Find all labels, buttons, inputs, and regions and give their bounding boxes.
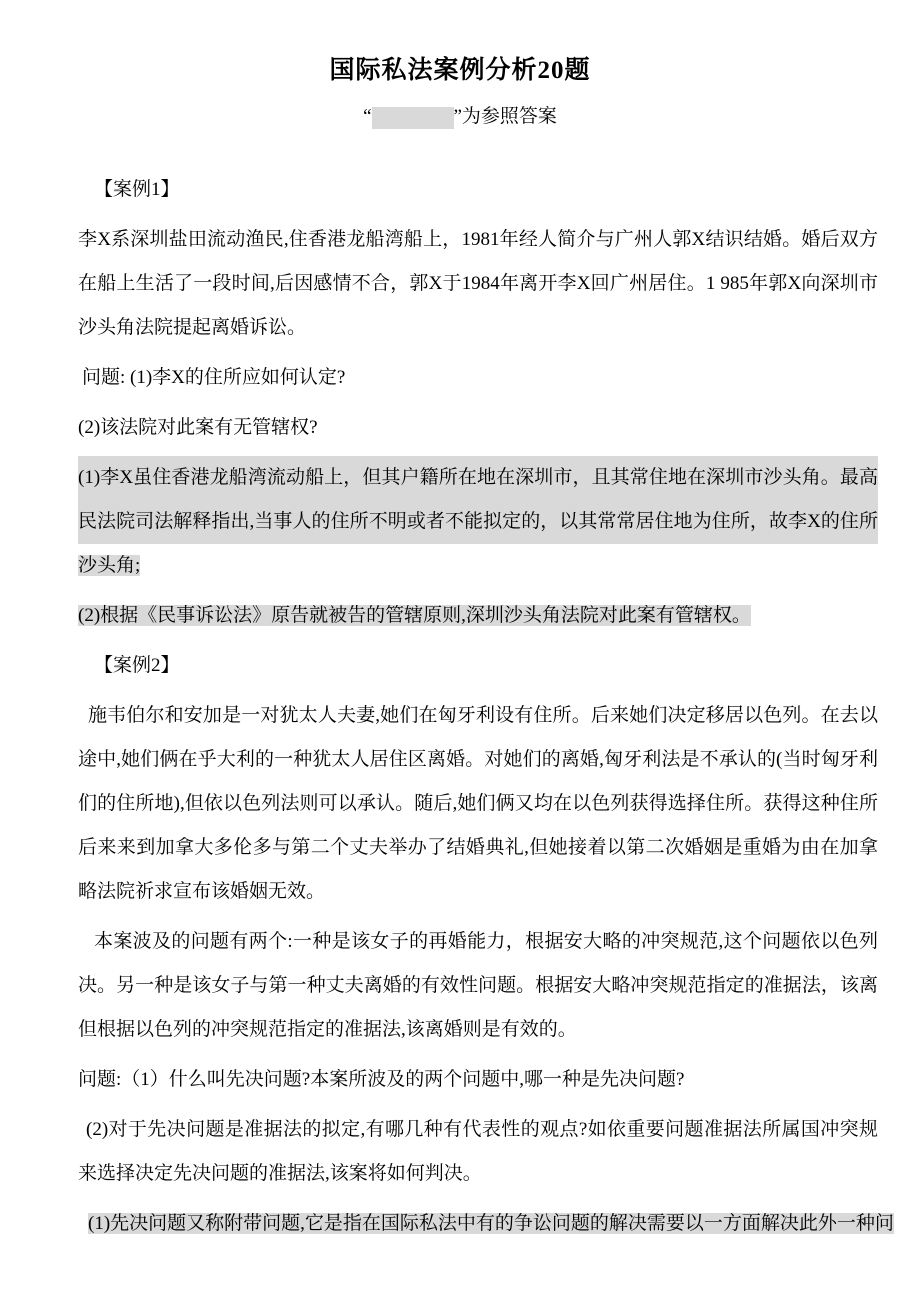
paragraph <box>78 218 878 350</box>
subtitle-open-quote: “ <box>363 106 372 127</box>
paragraph <box>78 1058 878 1102</box>
text-line <box>78 500 878 544</box>
line-text: 决。另一种是该女子与第一种丈夫离婚的有效性问题。根据安大略冲突规范指定的准据法，该离 <box>78 975 878 996</box>
text-line <box>78 1202 894 1246</box>
text-line <box>78 1152 878 1196</box>
line-text: 【案例2】 <box>94 655 180 676</box>
line-text: 民法院司法解释指出,当事人的住所不明或者不能拟定的，以其常常居住地为住所，故李X的住所 <box>78 500 878 544</box>
line-text: 在船上生活了一段时间,后因感情不合，郭X于1984年离开李X回广州居住。1 985年郭X向深圳市 <box>78 273 878 294</box>
text-line <box>78 694 878 738</box>
line-text: (2)根据《民事诉讼法》原告就被告的管辖原则,深圳沙头角法院对此案有管辖权。 <box>78 605 751 626</box>
text-line <box>78 218 878 262</box>
text-line <box>78 1058 878 1102</box>
line-text: 后来来到加拿大多伦多与第二个丈夫举办了结婚典礼,但她接着以第二次婚姻是重婚为由在加拿 <box>78 837 878 858</box>
line-text: 但根据以色列的冲突规范指定的准据法,该离婚则是有效的。 <box>78 1019 577 1040</box>
text-line <box>78 406 878 450</box>
line-text: (1)先决问题又称附带问题,它是指在国际私法中有的争讼问题的解决需要以一方面解决此外一种问 <box>88 1213 894 1234</box>
line-text: 沙头角; <box>78 555 141 576</box>
answer-paragraph <box>78 594 878 638</box>
line-text: 问题:（1）什么叫先决问题?本案所波及的两个问题中,哪一种是先决问题? <box>78 1069 685 1090</box>
line-text: 施韦伯尔和安加是一对犹太人夫妻,她们在匈牙利设有住所。后来她们决定移居以色列。在去以 <box>88 705 878 726</box>
text-line <box>78 306 878 350</box>
text-line <box>78 168 878 212</box>
line-text: 问题: (1)李X的住所应如何认定? <box>82 367 346 388</box>
text-line <box>78 1008 878 1052</box>
text-line <box>78 262 878 306</box>
line-text: (2)该法院对此案有无管辖权? <box>78 417 318 438</box>
paragraph <box>78 356 878 400</box>
text-line <box>78 644 878 688</box>
highlight-sample <box>372 107 454 129</box>
case-heading <box>78 644 878 688</box>
line-text: 来选择决定先决问题的准据法,该案将如何判决。 <box>78 1163 482 1184</box>
paragraph <box>78 406 878 450</box>
line-text: 【案例1】 <box>94 179 180 200</box>
text-line <box>78 456 878 500</box>
text-line <box>78 544 878 588</box>
text-line <box>78 594 878 638</box>
line-text: 李X系深圳盐田流动渔民,住香港龙船湾船上，1981年经人简介与广州人郭X结识结婚。婚后双方 <box>78 229 878 250</box>
document-title: 国际私法案例分析20题 <box>329 57 591 84</box>
text-line <box>78 782 878 826</box>
paragraph <box>78 1108 878 1196</box>
paragraph <box>78 694 878 914</box>
text-line <box>78 1108 878 1152</box>
text-line <box>78 964 878 1008</box>
text-line <box>78 738 878 782</box>
subtitle <box>0 101 920 129</box>
line-text: 沙头角法院提起离婚诉讼。 <box>78 317 307 338</box>
line-text: (1)李X虽住香港龙船湾流动船上，但其户籍所在地在深圳市，且其常住地在深圳市沙头角。最高 <box>78 456 878 500</box>
text-line <box>78 870 878 914</box>
text-line <box>78 356 878 400</box>
case-heading <box>78 168 878 212</box>
paragraph <box>78 920 878 1052</box>
document-body <box>78 168 894 1252</box>
line-text: 们的住所地),但依以色列法则可以承认。随后,她们俩又均在以色列获得选择住所。获得这种住所 <box>78 793 878 814</box>
line-text: 本案波及的问题有两个:一种是该女子的再婚能力，根据安大略的冲突规范,这个问题依以色列 <box>94 931 878 952</box>
text-line <box>78 826 878 870</box>
text-line <box>78 920 878 964</box>
line-text: 略法院祈求宣布该婚姻无效。 <box>78 881 326 902</box>
answer-paragraph <box>78 1202 894 1246</box>
subtitle-text: ”为参照答案 <box>453 106 557 127</box>
line-text: (2)对于先决问题是准据法的拟定,有哪几种有代表性的观点?如依重要问题准据法所属国冲突规 <box>86 1119 878 1140</box>
answer-paragraph <box>78 456 878 588</box>
line-text: 途中,她们俩在乎大利的一种犹太人居住区离婚。对她们的离婚,匈牙利法是不承认的(当时匈牙利 <box>78 749 878 770</box>
